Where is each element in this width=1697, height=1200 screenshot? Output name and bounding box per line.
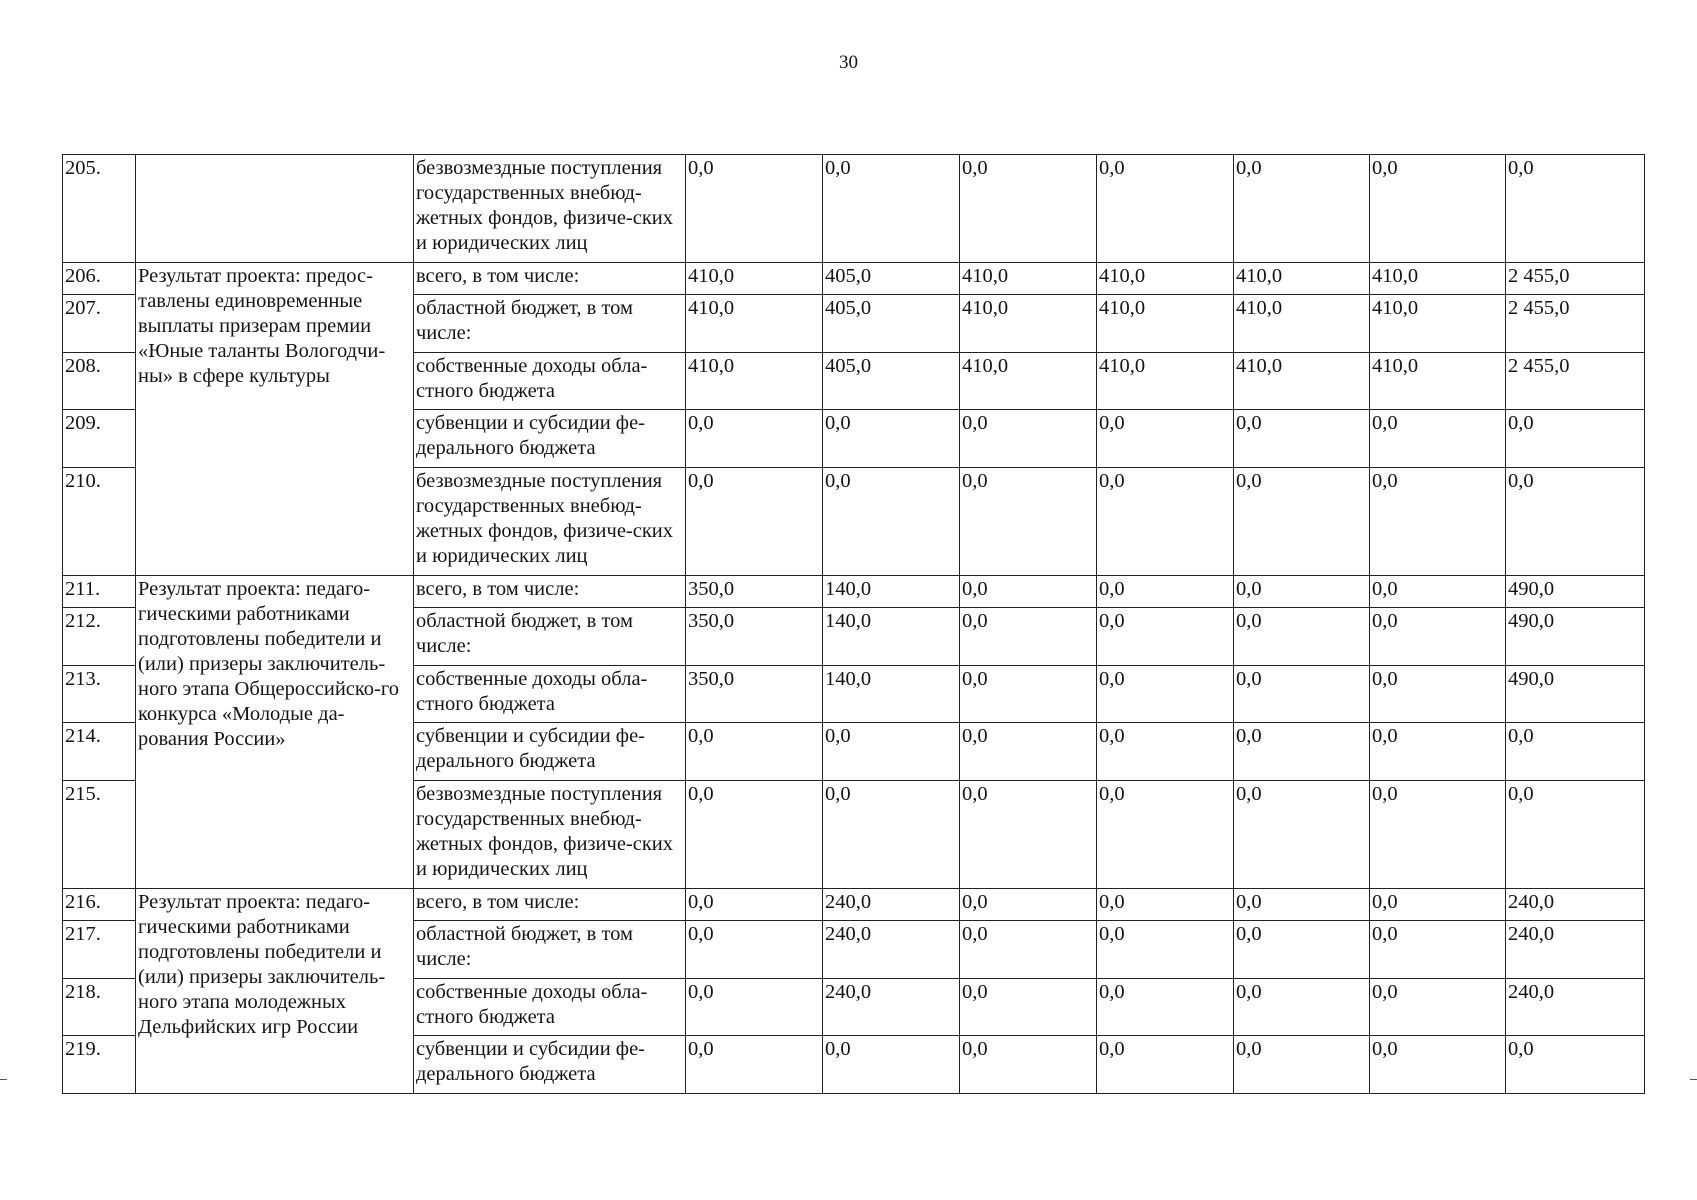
total-value: 2 455,0 xyxy=(1506,295,1645,353)
year-value: 0,0 xyxy=(1234,155,1370,263)
year-value: 0,0 xyxy=(1234,666,1370,723)
year-value: 410,0 xyxy=(1370,295,1506,353)
year-value: 405,0 xyxy=(823,353,960,410)
year-value: 0,0 xyxy=(960,1036,1097,1094)
year-value: 410,0 xyxy=(686,263,823,295)
year-value: 0,0 xyxy=(823,723,960,781)
funding-source: субвенции и субсидии фе-дерального бюджета xyxy=(414,410,686,468)
year-value: 0,0 xyxy=(823,410,960,468)
funding-source: собственные доходы обла-стного бюджета xyxy=(414,979,686,1036)
year-value: 0,0 xyxy=(1097,666,1234,723)
year-value: 0,0 xyxy=(823,781,960,889)
year-value: 0,0 xyxy=(1097,1036,1234,1094)
year-value: 410,0 xyxy=(1370,263,1506,295)
year-value: 0,0 xyxy=(1234,781,1370,889)
year-value: 0,0 xyxy=(1370,155,1506,263)
year-value: 140,0 xyxy=(823,576,960,608)
row-number: 214. xyxy=(63,723,136,781)
total-value: 490,0 xyxy=(1506,576,1645,608)
year-value: 0,0 xyxy=(1234,1036,1370,1094)
year-value: 0,0 xyxy=(1234,468,1370,576)
funding-source: безвозмездные поступления государственных внебюд-жетных фондов, физиче-ских и юридических лиц xyxy=(414,468,686,576)
year-value: 410,0 xyxy=(1234,295,1370,353)
year-value: 240,0 xyxy=(823,979,960,1036)
year-value: 410,0 xyxy=(1097,263,1234,295)
row-number: 215. xyxy=(63,781,136,889)
year-value: 0,0 xyxy=(1370,666,1506,723)
total-value: 2 455,0 xyxy=(1506,263,1645,295)
page-number: 30 xyxy=(839,52,858,73)
budget-table xyxy=(62,154,1645,1094)
year-value: 0,0 xyxy=(686,723,823,781)
year-value: 350,0 xyxy=(686,608,823,666)
table-row xyxy=(63,889,1645,921)
total-value: 2 455,0 xyxy=(1506,353,1645,410)
funding-source: безвозмездные поступления государственных внебюд-жетных фондов, физиче-ских и юридических лиц xyxy=(414,781,686,889)
year-value: 0,0 xyxy=(686,889,823,921)
funding-source: всего, в том числе: xyxy=(414,889,686,921)
year-value: 410,0 xyxy=(960,353,1097,410)
project-result: Результат проекта: педаго-гическими работниками подготовлены победители и (или) призеры заключитель-ного этапа Общероссийско-го конкурса «Молодые да-рования России» xyxy=(136,576,414,889)
row-number: 207. xyxy=(63,295,136,353)
year-value: 0,0 xyxy=(960,155,1097,263)
year-value: 0,0 xyxy=(686,1036,823,1094)
row-number: 205. xyxy=(63,155,136,263)
funding-source: субвенции и субсидии фе-дерального бюджета xyxy=(414,723,686,781)
year-value: 0,0 xyxy=(1234,979,1370,1036)
year-value: 410,0 xyxy=(1370,353,1506,410)
funding-source: областной бюджет, в том числе: xyxy=(414,921,686,979)
total-value: 240,0 xyxy=(1506,921,1645,979)
year-value: 0,0 xyxy=(960,781,1097,889)
year-value: 0,0 xyxy=(960,608,1097,666)
year-value: 0,0 xyxy=(960,410,1097,468)
row-number: 210. xyxy=(63,468,136,576)
year-value: 0,0 xyxy=(1097,155,1234,263)
year-value: 350,0 xyxy=(686,576,823,608)
year-value: 410,0 xyxy=(686,295,823,353)
year-value: 0,0 xyxy=(960,666,1097,723)
project-result: Результат проекта: педаго-гическими работниками подготовлены победители и (или) призеры заключитель-ного этапа молодежных Дельфийских игр России xyxy=(136,889,414,1094)
year-value: 0,0 xyxy=(1097,410,1234,468)
funding-source: всего, в том числе: xyxy=(414,576,686,608)
year-value: 0,0 xyxy=(1234,889,1370,921)
year-value: 0,0 xyxy=(1370,781,1506,889)
year-value: 410,0 xyxy=(960,295,1097,353)
total-value: 240,0 xyxy=(1506,979,1645,1036)
year-value: 405,0 xyxy=(823,263,960,295)
year-value: 0,0 xyxy=(1097,723,1234,781)
year-value: 240,0 xyxy=(823,889,960,921)
year-value: 0,0 xyxy=(1370,723,1506,781)
table-row xyxy=(63,155,1645,263)
year-value: 0,0 xyxy=(1234,608,1370,666)
total-value: 0,0 xyxy=(1506,723,1645,781)
total-value: 0,0 xyxy=(1506,410,1645,468)
row-number: 218. xyxy=(63,979,136,1036)
year-value: 0,0 xyxy=(1097,889,1234,921)
table-row xyxy=(63,576,1645,608)
funding-source: собственные доходы обла-стного бюджета xyxy=(414,666,686,723)
row-number: 209. xyxy=(63,410,136,468)
year-value: 410,0 xyxy=(960,263,1097,295)
year-value: 0,0 xyxy=(1370,468,1506,576)
year-value: 0,0 xyxy=(823,155,960,263)
year-value: 0,0 xyxy=(686,410,823,468)
year-value: 0,0 xyxy=(686,979,823,1036)
row-number: 206. xyxy=(63,263,136,295)
year-value: 0,0 xyxy=(823,468,960,576)
funding-source: областной бюджет, в том числе: xyxy=(414,295,686,353)
year-value: 0,0 xyxy=(686,781,823,889)
year-value: 0,0 xyxy=(1097,576,1234,608)
row-number: 211. xyxy=(63,576,136,608)
total-value: 0,0 xyxy=(1506,468,1645,576)
year-value: 0,0 xyxy=(960,468,1097,576)
year-value: 0,0 xyxy=(1370,889,1506,921)
total-value: 0,0 xyxy=(1506,1036,1645,1094)
year-value: 0,0 xyxy=(960,979,1097,1036)
year-value: 0,0 xyxy=(1097,468,1234,576)
left-edge-mark xyxy=(0,1079,7,1080)
year-value: 410,0 xyxy=(1097,295,1234,353)
year-value: 405,0 xyxy=(823,295,960,353)
year-value: 0,0 xyxy=(1097,781,1234,889)
year-value: 0,0 xyxy=(1234,410,1370,468)
year-value: 410,0 xyxy=(1234,263,1370,295)
funding-source: собственные доходы обла-стного бюджета xyxy=(414,353,686,410)
year-value: 0,0 xyxy=(1370,410,1506,468)
row-number: 212. xyxy=(63,608,136,666)
total-value: 490,0 xyxy=(1506,666,1645,723)
year-value: 0,0 xyxy=(1370,921,1506,979)
project-result xyxy=(136,155,414,263)
funding-source: субвенции и субсидии фе-дерального бюджета xyxy=(414,1036,686,1094)
year-value: 0,0 xyxy=(960,723,1097,781)
total-value: 0,0 xyxy=(1506,155,1645,263)
year-value: 0,0 xyxy=(960,889,1097,921)
total-value: 490,0 xyxy=(1506,608,1645,666)
table-row xyxy=(63,263,1645,295)
year-value: 0,0 xyxy=(1370,576,1506,608)
row-number: 216. xyxy=(63,889,136,921)
row-number: 219. xyxy=(63,1036,136,1094)
year-value: 0,0 xyxy=(1370,979,1506,1036)
year-value: 0,0 xyxy=(1370,608,1506,666)
year-value: 0,0 xyxy=(1234,723,1370,781)
year-value: 410,0 xyxy=(1234,353,1370,410)
total-value: 0,0 xyxy=(1506,781,1645,889)
year-value: 0,0 xyxy=(823,1036,960,1094)
year-value: 350,0 xyxy=(686,666,823,723)
year-value: 0,0 xyxy=(686,155,823,263)
year-value: 0,0 xyxy=(1370,1036,1506,1094)
row-number: 208. xyxy=(63,353,136,410)
total-value: 240,0 xyxy=(1506,889,1645,921)
year-value: 0,0 xyxy=(1097,979,1234,1036)
row-number: 217. xyxy=(63,921,136,979)
year-value: 0,0 xyxy=(1234,921,1370,979)
funding-source: всего, в том числе: xyxy=(414,263,686,295)
year-value: 0,0 xyxy=(1097,921,1234,979)
year-value: 0,0 xyxy=(1234,576,1370,608)
year-value: 0,0 xyxy=(686,468,823,576)
row-number: 213. xyxy=(63,666,136,723)
year-value: 410,0 xyxy=(1097,353,1234,410)
funding-source: областной бюджет, в том числе: xyxy=(414,608,686,666)
right-edge-mark xyxy=(1690,1079,1697,1080)
year-value: 410,0 xyxy=(686,353,823,410)
year-value: 0,0 xyxy=(1097,608,1234,666)
project-result: Результат проекта: предос-тавлены единовременные выплаты призерам премии «Юные таланты Вологодчи-ны» в сфере культуры xyxy=(136,263,414,576)
year-value: 0,0 xyxy=(686,921,823,979)
year-value: 240,0 xyxy=(823,921,960,979)
year-value: 140,0 xyxy=(823,608,960,666)
year-value: 0,0 xyxy=(960,921,1097,979)
year-value: 0,0 xyxy=(960,576,1097,608)
funding-source: безвозмездные поступления государственных внебюд-жетных фондов, физиче-ских и юридических лиц xyxy=(414,155,686,263)
year-value: 140,0 xyxy=(823,666,960,723)
